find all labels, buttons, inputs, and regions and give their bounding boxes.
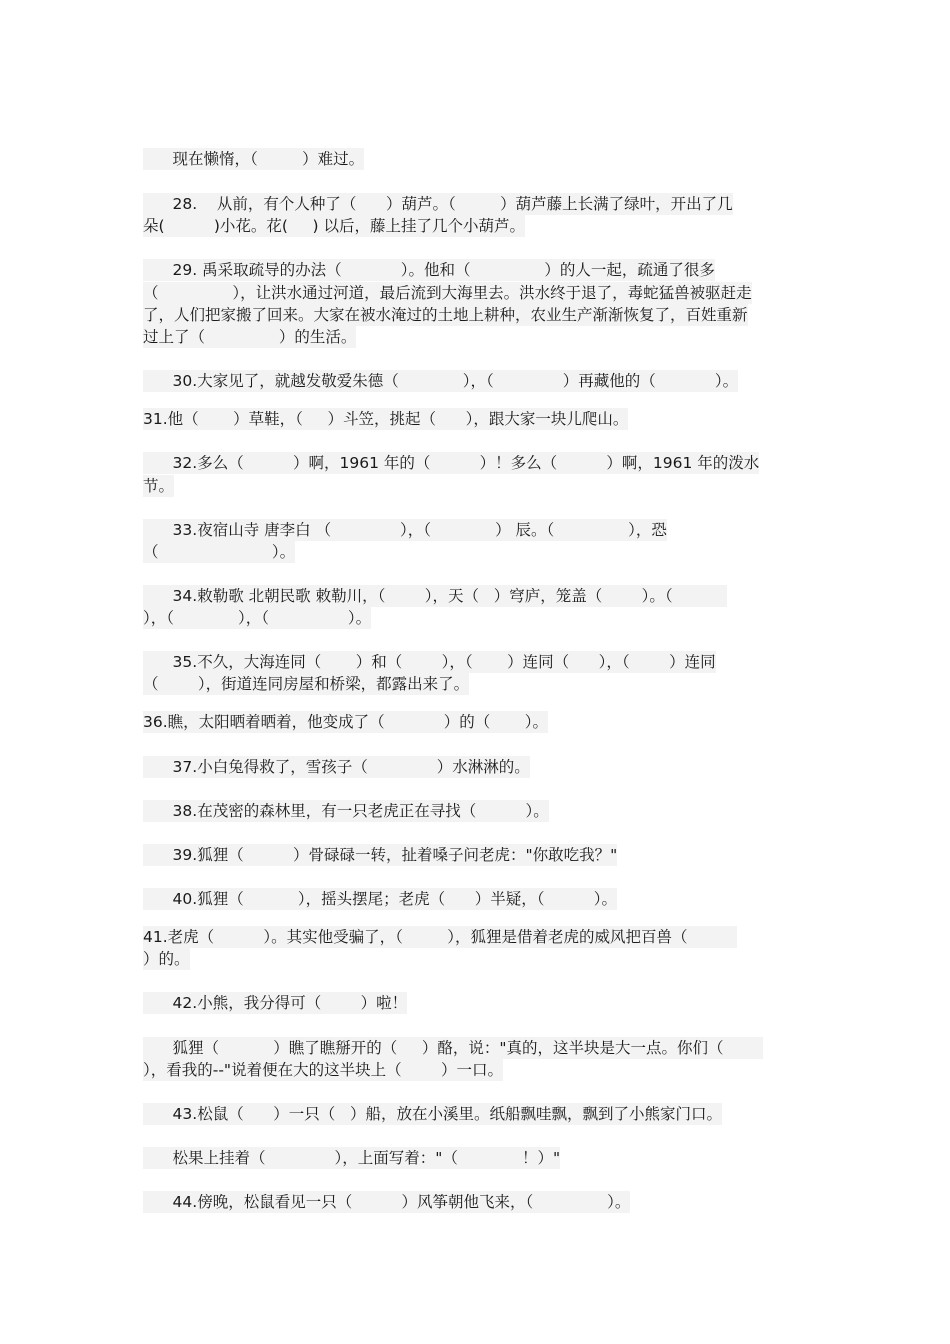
text-line-30: 44.傍晚，松鼠看见一只（ ）风筝朝他飞来，（ ）。 (143, 1193, 631, 1211)
text-line-25: 42.小熊，我分得可（ ）啦！ (143, 994, 408, 1012)
text-line-23: 41.老虎（ ）。其实他受骗了，（ ），狐狸是借着老虎的威风把百兽（ (143, 928, 737, 946)
text-line-21: 39.狐狸（ ）骨碌碌一转，扯着嗓子问老虎："你敢吃我？" (143, 846, 618, 864)
text-line-24: ）的。 (143, 950, 190, 968)
text-line-27: ），看我的--"说着便在大的这半块上（ ）一口。 (143, 1061, 503, 1079)
text-line-11: 节。 (143, 477, 175, 495)
text-line-20: 38.在茂密的森林里，有一只老虎正在寻找（ ）。 (143, 802, 549, 820)
text-line-3: 朵( )小花。花( ) 以后，藤上挂了几个小葫芦。 (143, 217, 526, 235)
text-line-14: 34.敕勒歌 北朝民歌 敕勒川，（ ），天（ ）穹庐，笼盖（ ）。（ (143, 587, 727, 605)
text-line-6: 了，人们把家搬了回来。大家在被水淹过的土地上耕种，农业生产渐渐恢复了，百姓重新 (143, 306, 748, 324)
text-line-15: ），（ ），（ ）。 (143, 609, 372, 627)
text-line-22: 40.狐狸（ ），摇头摆尾；老虎（ ）半疑，（ ）。 (143, 890, 617, 908)
text-line-19: 37.小白兔得救了，雪孩子（ ）水淋淋的。 (143, 758, 530, 776)
text-line-7: 过上了（ ）的生活。 (143, 328, 357, 346)
text-line-8: 30.大家见了，就越发敬爱朱德（ ），（ ）再藏他的（ ）。 (143, 372, 739, 390)
text-line-2: 28. 从前，有个人种了（ ）葫芦。（ ）葫芦藤上长满了绿叶，开出了几 (143, 195, 733, 213)
text-line-4: 29. 禹采取疏导的办法（ ）。他和（ ）的人一起，疏通了很多 (143, 261, 715, 279)
text-line-18: 36.瞧，太阳晒着晒着，他变成了（ ）的（ ）。 (143, 713, 549, 731)
text-line-17: （ ），街道连同房屋和桥梁，都露出来了。 (143, 675, 470, 693)
text-line-13: （ ）。 (143, 543, 296, 561)
text-line-1: 现在懒惰，（ ）难过。 (143, 150, 365, 168)
text-line-5: （ ），让洪水通过河道，最后流到大海里去。洪水终于退了，毒蛇猛兽被驱赶走 (143, 284, 752, 302)
text-line-16: 35.不久，大海连同（ ）和（ ），（ ）连同（ ），（ ）连同 (143, 653, 716, 671)
text-line-29: 松果上挂着（ ），上面写着："（ ！）" (143, 1149, 561, 1167)
text-line-9: 31.他（ ）草鞋，（ ）斗笠，挑起（ ），跟大家一块儿爬山。 (143, 410, 629, 428)
text-line-12: 33.夜宿山寺 唐李白 （ ），（ ） 辰。（ ），恐 (143, 521, 667, 539)
text-line-10: 32.多么（ ）啊，1961 年的（ ）！多么（ ）啊，1961 年的泼水 (143, 454, 760, 472)
text-line-26: 狐狸（ ）瞧了瞧掰开的（ ）酪，说："真的，这半块是大一点。你们（ (143, 1039, 763, 1057)
text-line-28: 43.松鼠（ ）一只（ ）船，放在小溪里。纸船飘哇飘，飘到了小熊家门口。 (143, 1105, 723, 1123)
